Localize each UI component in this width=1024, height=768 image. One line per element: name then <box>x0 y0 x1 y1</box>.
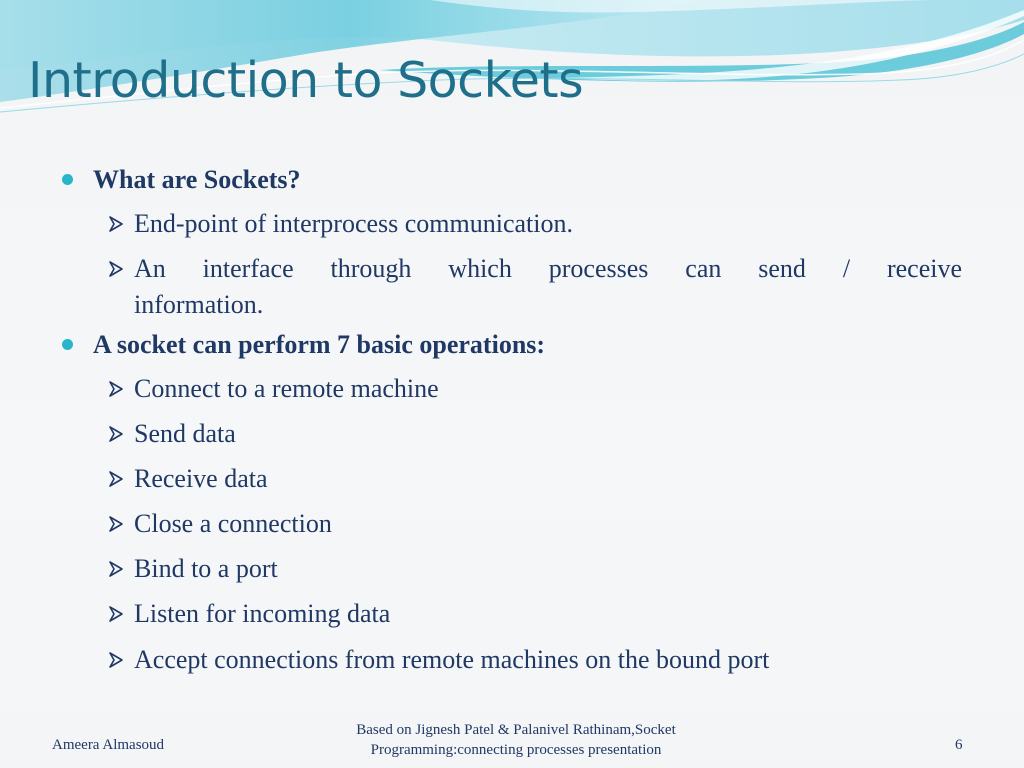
page-number: 6 <box>955 737 963 753</box>
subitem-text: Send data <box>134 419 236 448</box>
subitem-text: Connect to a remote machine <box>134 374 439 403</box>
subitem-text-continued: information. <box>134 290 264 319</box>
arrowhead-icon <box>108 424 126 444</box>
footer-source <box>300 720 732 760</box>
subitem-receive <box>108 461 268 497</box>
arrowhead-icon <box>108 514 126 534</box>
subitem-text: An interface through which processes can send / receive <box>134 254 962 283</box>
arrowhead-icon <box>108 379 126 399</box>
subitem-interface <box>108 251 962 323</box>
subitem-accept <box>108 642 769 678</box>
subitem-close <box>108 506 332 542</box>
arrowhead-icon <box>108 650 126 670</box>
subitem-text: Close a connection <box>134 509 332 538</box>
subitem-connect <box>108 371 439 407</box>
slide-title: Introduction to Sockets <box>28 52 584 109</box>
subitem-listen <box>108 596 390 632</box>
filled-circle-icon <box>62 339 73 350</box>
footer-source-line-2: Programming:connecting processes presentation <box>370 742 662 758</box>
filled-circle-icon <box>62 174 73 185</box>
bullet-socket-operations <box>62 329 545 361</box>
footer-source-line-1: Based on Jignesh Patel & Palanivel Rathinam,Socket <box>356 722 676 738</box>
arrowhead-icon <box>108 604 126 624</box>
subitem-bind <box>108 551 278 587</box>
subitem-text: Listen for incoming data <box>134 599 391 628</box>
arrowhead-icon <box>108 469 126 489</box>
subitem-send <box>108 416 236 452</box>
bullet-text: What are Sockets? <box>93 165 301 194</box>
subitem-text: Accept connections from remote machines on the bound port <box>134 645 770 674</box>
arrowhead-icon <box>108 259 126 279</box>
arrowhead-icon <box>108 214 126 234</box>
bullet-what-are-sockets <box>62 164 301 196</box>
subitem-endpoint <box>108 206 573 242</box>
footer-author: Ameera Almasoud <box>52 737 165 753</box>
arrowhead-icon <box>108 559 126 579</box>
subitem-text: End-point of interprocess communication. <box>134 209 574 238</box>
subitem-text: Receive data <box>134 464 268 493</box>
bullet-text: A socket can perform 7 basic operations: <box>93 330 546 359</box>
subitem-text: Bind to a port <box>134 554 278 583</box>
